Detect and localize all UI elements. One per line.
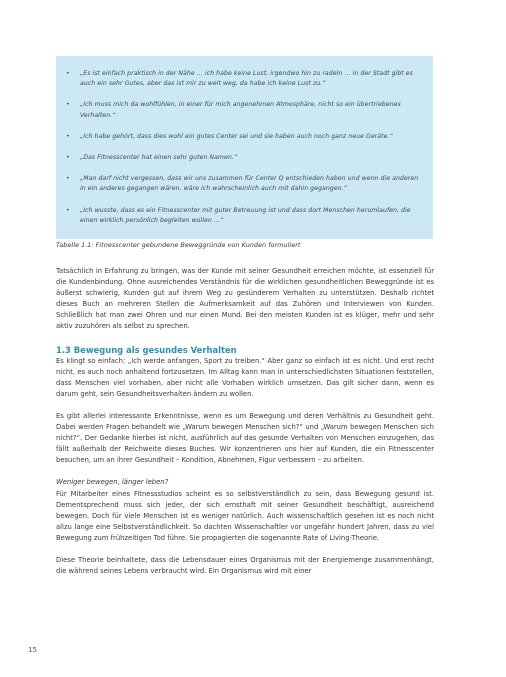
bullet: •: [66, 70, 70, 77]
section-heading: 1.3 Bewegung als gesundes Verhalten: [56, 344, 237, 355]
quote-table: [56, 56, 433, 239]
paragraph: Für Mitarbeiter eines Fitnessstudios scheint es so selbstverständlich zu sein, dass Bewegung gesund ist. Dementsprechend muss sich jeder, der sich ernsthaft mit seiner Gesundheit beschäftigt, ausreichend bewegen. Doch für viele Menschen ist es weniger natürlich. Auch wissenschaftlich gesehen ist es noch nicht allzu lange eine Selbstverständlichkeit. So dachten Wissenschaftler vor ungefähr hundert Jahren, dass zu viel Bewegung zum frühzeitigen Tod führe. Sie propagierten die sogenannte Rate of Living-Theorie.: [56, 489, 434, 542]
bullet: •: [66, 154, 70, 162]
table-caption: Tabelle 1.1: Fitnesscenter gebundene Beweggründe von Kunden formuliert: [56, 241, 301, 249]
quote-text: „Es ist einfach praktisch in der Nähe … ich habe keine Lust, irgendwo hin zu radeln … in der Stadt gibt es auch ein sehr Gutes, aber das ist mir zu weit weg, da habe ich keine Lust zu.“: [80, 70, 413, 88]
list-item: [66, 174, 423, 194]
list-item: [66, 132, 423, 142]
subheading: Weniger bewegen, länger leben?: [56, 478, 169, 487]
bullet: •: [66, 206, 70, 214]
body-text: [56, 266, 434, 577]
quote-text: „Ich habe gehört, dass dies wohl ein gutes Center sei und sie haben auch noch ganz neue Geräte.“: [80, 132, 393, 140]
bullet: •: [66, 132, 70, 140]
list-item: [66, 153, 423, 163]
page-number: 15: [28, 646, 37, 654]
bullet: •: [66, 101, 70, 109]
quote-list: [66, 69, 423, 226]
paragraph: Diese Theorie beinhaltete, dass die Lebensdauer eines Organismus mit der Energiemenge zusammenhängt, die während seines Lebens verbraucht wird. Ein Organismus wird mit einer: [56, 555, 434, 576]
quote-text: „Man darf nicht vergessen, dass wir uns zusammen für Center Q entschieden haben und wenn die anderen in ein anderes gegangen wären, wäre ich wahrscheinlich auch mit dahin gegangen.“: [80, 175, 419, 193]
quote-text: „Ich wusste, dass es ein Fitnesscenter mit guter Betreuung ist und dass dort Menschen herumlaufen, die einen wirklich persönlich begleiten wollen …“: [80, 206, 411, 224]
quote-text: „Ich muss mich da wohlfühlen, in einer für mich angenehmen Atmosphäre, nicht so ein übertriebenes Verhalten.“: [80, 101, 401, 119]
paragraph: Es klingt so einfach: „Ich werde anfangen, Sport zu treiben.“ Aber ganz so einfach ist es nicht. Und erst recht nicht, es auch noch anhaltend fortzusetzen. Im Alltag kann man in unterschiedlichsten Situationen feststellen, dass Menschen viel vorhaben, aber nicht alle Vorhaben wirklich umsetzen. Das gilt sicher dann, wenn es darum geht, sein Gesundheitsverhalten ändern zu wollen.: [56, 356, 434, 398]
paragraph: Tatsächlich in Erfahrung zu bringen, was der Kunde mit seiner Gesundheit erreichen möchte, ist essenziell für die Kundenbindung. Ohne ausreichendes Verständnis für die wirklichen gesundheitlichen Beweggründe ist es äußerst schwierig, Kunden gut auf ihrem Weg zu gesünderem Verhalten zu unterstützen. Deshalb richtet dieses Buch an mehreren Stellen die Aufmerksamkeit auf das Zuhören und Interviewen von Kunden. Schließlich hat man zwei Ohren und nur einen Mund. Bei den meisten Kunden ist es klüger, mehr und sehr aktiv zuzuhören als selbst zu sprechen.: [56, 267, 434, 331]
list-item: [66, 69, 423, 89]
bullet: •: [66, 175, 70, 183]
list-item: [66, 206, 423, 226]
list-item: [66, 100, 423, 120]
paragraph: Es gibt allerlei interessante Erkenntnisse, wenn es um Bewegung und deren Verhältnis zu Gesundheit geht. Dabei werden Fragen behandelt wie „Warum bewegen Menschen sich?“ und „Warum bewegen Menschen sich nicht?“. Der Gedanke hierbei ist nicht, ausführlich auf das gesunde Verhalten von Menschen einzugehen, das fällt außerhalb der Reichweite dieses Buches. Wir konzentrieren uns hier auf Kunden, die ein Fitnesscenter besuchen, um an ihrer Gesundheit – Kondition, Abnehmen, Figur verbessern – zu arbeiten.: [56, 411, 434, 465]
quote-text: „Das Fitnesscenter hat einen sehr guten Namen.“: [80, 154, 238, 162]
